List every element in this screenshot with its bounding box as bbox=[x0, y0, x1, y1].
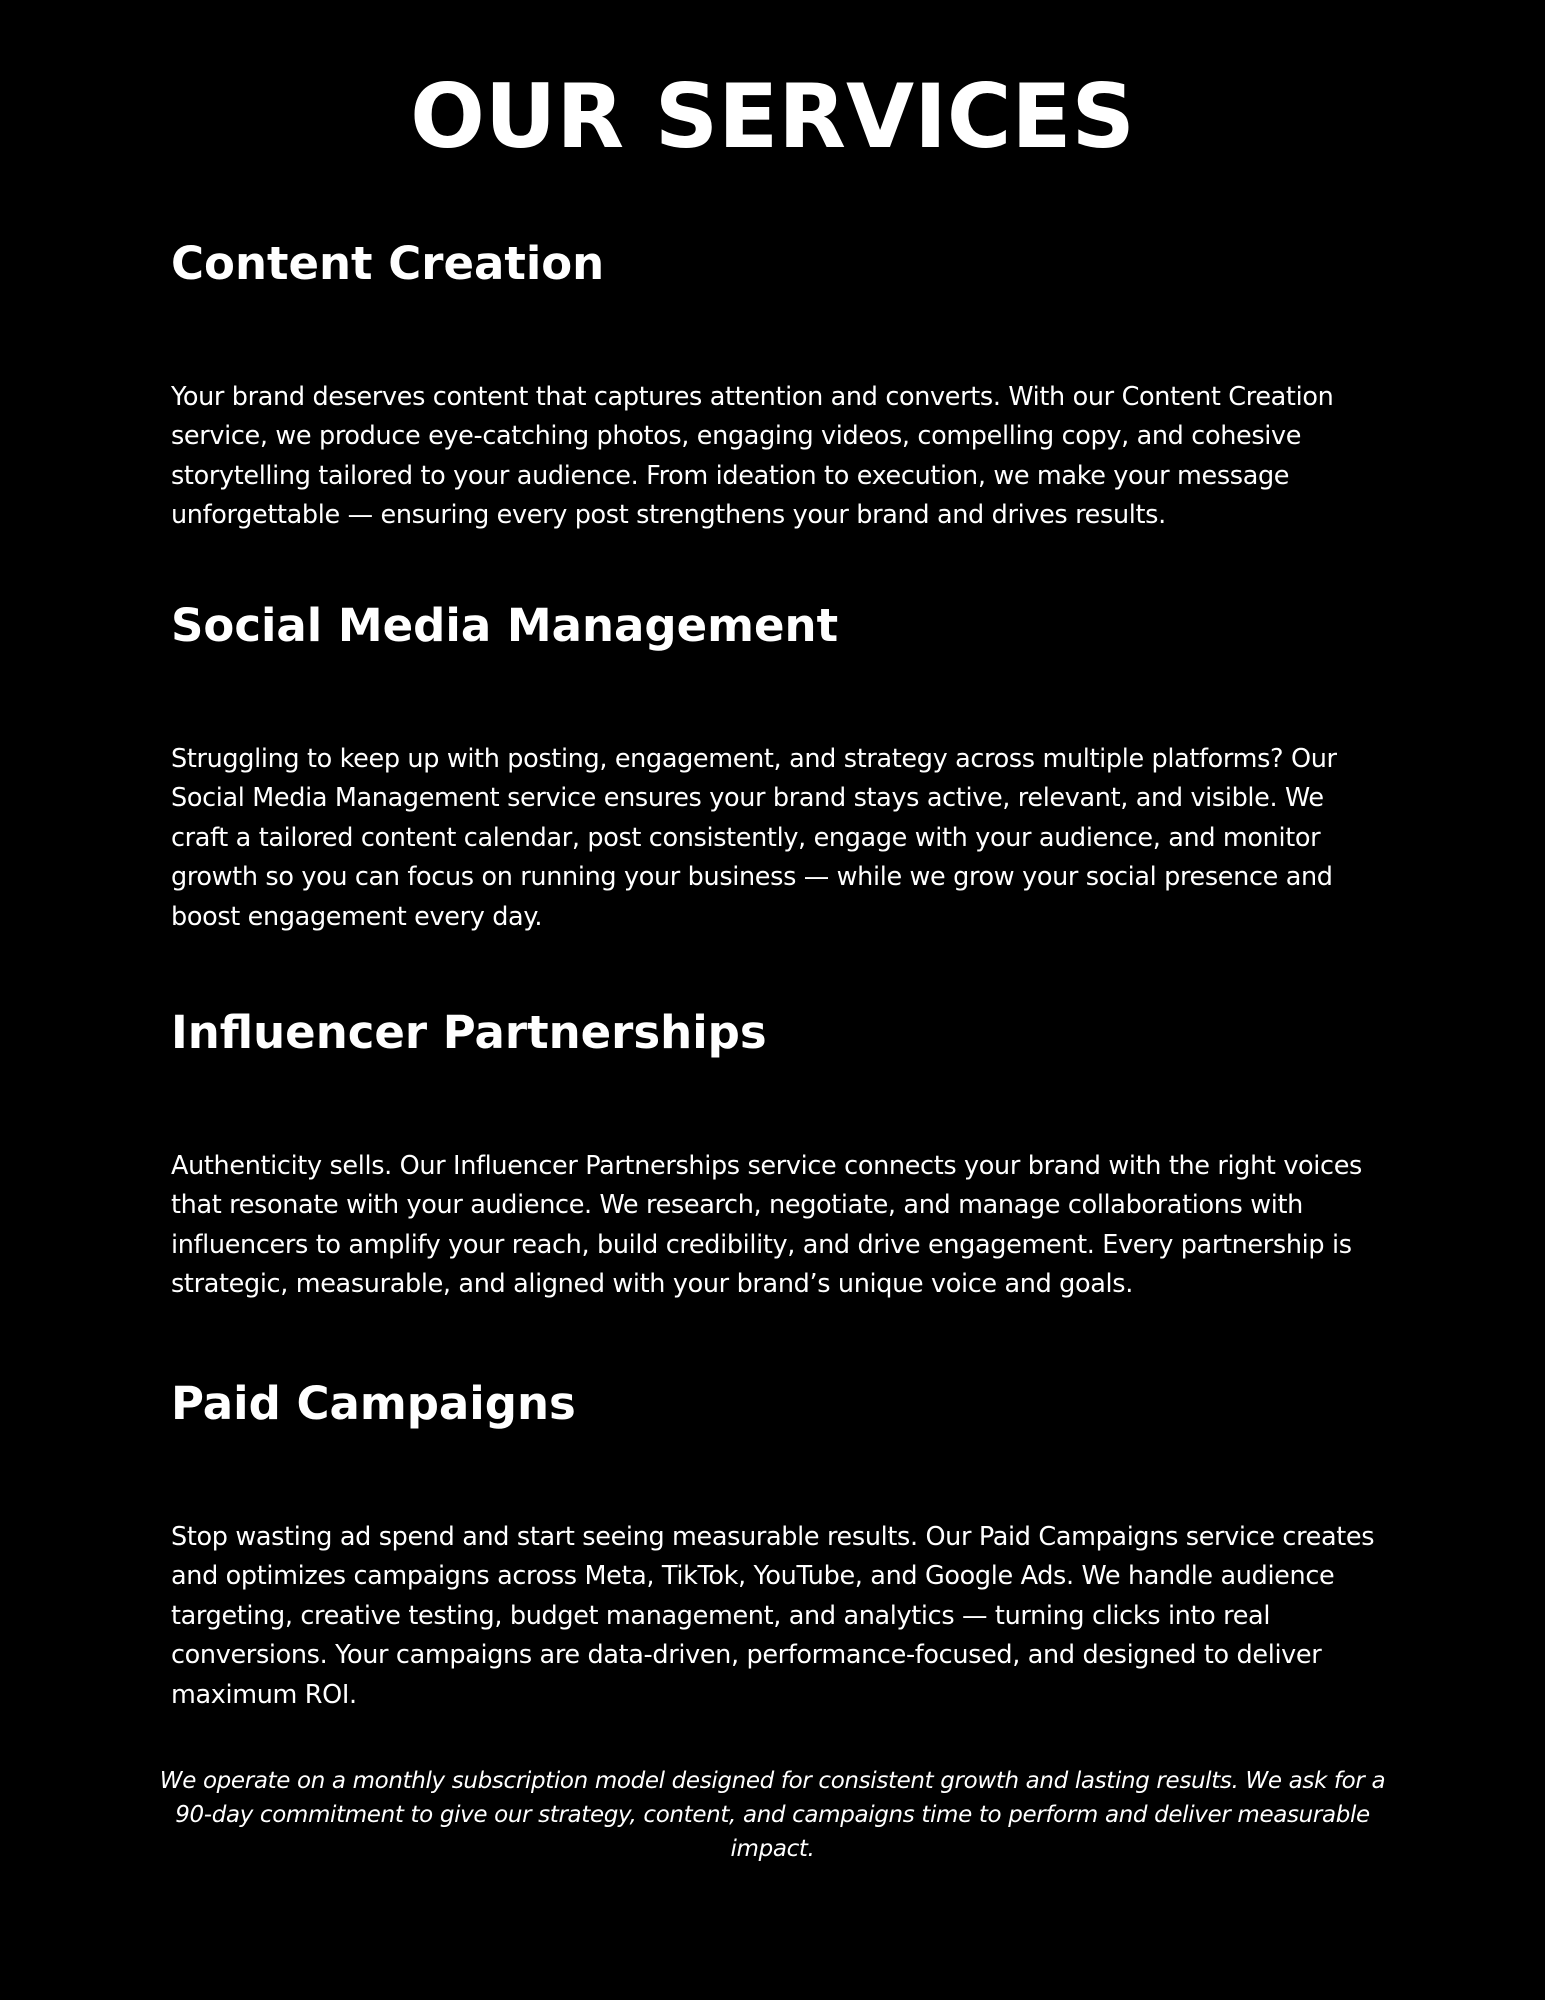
section-title-social-media-management: Social Media Management bbox=[171, 599, 839, 652]
section-title-content-creation: Content Creation bbox=[171, 237, 605, 290]
section-body-social-media-management: Struggling to keep up with posting, engagement, and strategy across multiple platforms? Our Social Media Management service ensures your brand stays active, relevant, and visible. We craft a tailored content calendar, post consistently, engage with your audience, and monitor growth so you can focus on running your business — while we grow your social presence and boost engagement every day. bbox=[171, 744, 1337, 932]
section-title-influencer-partnerships: Influencer Partnerships bbox=[171, 1006, 767, 1059]
subscription-footnote: We operate on a monthly subscription model designed for consistent growth and lasting results. We ask for a 90-day commitment to give our strategy, content, and campaigns time to perform and deliver measurable impact. bbox=[159, 1768, 1386, 1862]
section-body-influencer-partnerships: Authenticity sells. Our Influencer Partnerships service connects your brand with the right voices that resonate with your audience. We research, negotiate, and manage collaborations with influencers to amplify your reach, build credibility, and drive engagement. Every partnership is strategic, measurable, and aligned with your brand’s unique voice and goals. bbox=[171, 1151, 1362, 1300]
section-body-content-creation: Your brand deserves content that captures attention and converts. With our Content Creation service, we produce eye-catching photos, engaging videos, compelling copy, and cohesive storytelling tailored to your audience. From ideation to execution, we make your message unforgettable — ensuring every post strengthens your brand and drives results. bbox=[171, 382, 1334, 531]
section-body-paid-campaigns: Stop wasting ad spend and start seeing measurable results. Our Paid Campaigns service creates and optimizes campaigns across Meta, TikTok, YouTube, and Google Ads. We handle audience targeting, creative testing, budget management, and analytics — turning clicks into real conversions. Your campaigns are data-driven, performance-focused, and designed to deliver maximum ROI. bbox=[171, 1522, 1375, 1710]
page-title: OUR SERVICES bbox=[410, 65, 1135, 168]
section-title-paid-campaigns: Paid Campaigns bbox=[171, 1377, 576, 1430]
